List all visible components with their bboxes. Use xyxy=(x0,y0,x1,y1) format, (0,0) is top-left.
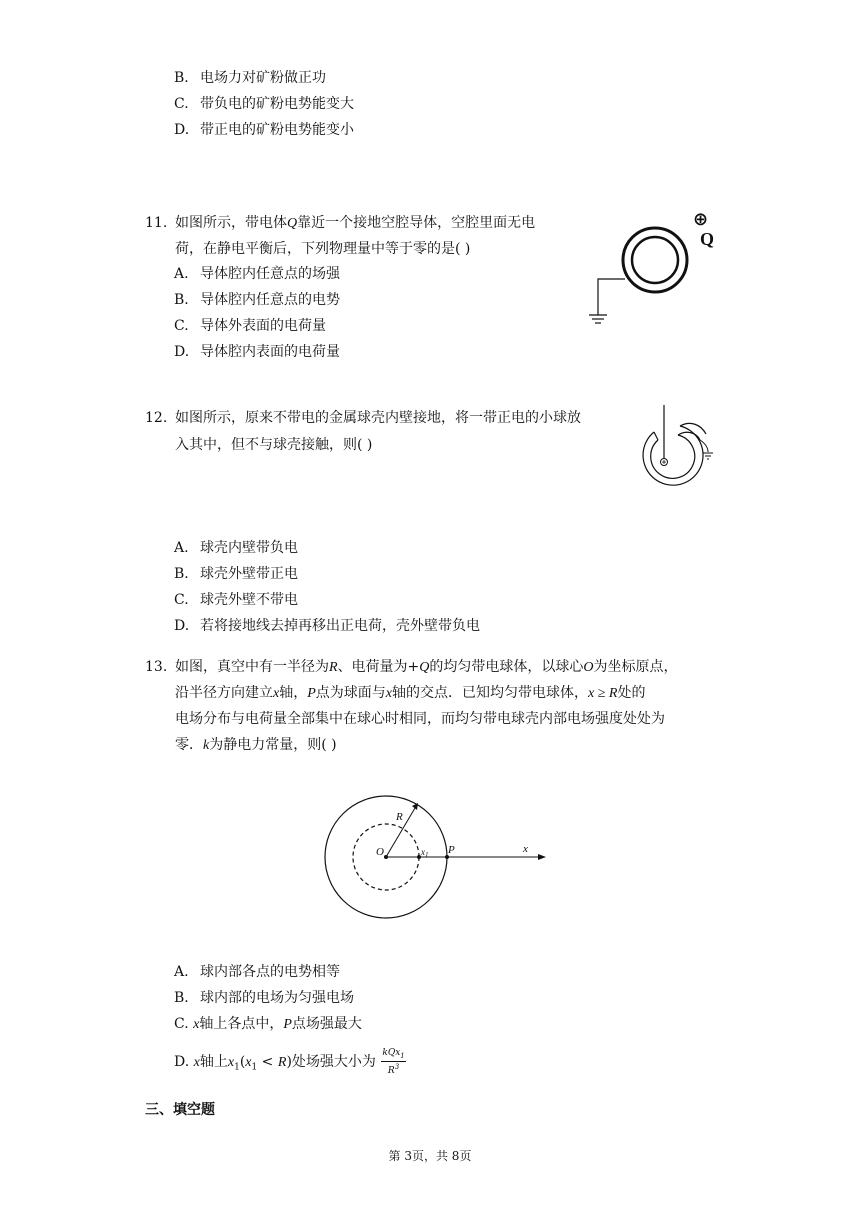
q11-figure-grounded-cavity xyxy=(580,205,720,335)
q12-option-b: B. 球壳外壁带正电 xyxy=(174,566,298,582)
label-r: R xyxy=(396,811,403,823)
q11-option-b: B. 导体腔内任意点的电势 xyxy=(174,292,340,308)
label-p: P xyxy=(448,844,455,856)
q10-option-b: B. 电场力对矿粉做正功 xyxy=(174,70,326,86)
label-x: x xyxy=(523,843,528,855)
label-o: O xyxy=(376,846,384,858)
cavity-inner-circle xyxy=(632,237,678,283)
q12-stem-line2: 入其中，但不与球壳接触，则( ) xyxy=(175,437,373,453)
page-footer: 第 3页，共 8页 xyxy=(388,1149,472,1163)
q11-stem-line1: 11. 如图所示，带电体Q靠近一个接地空腔导体，空腔里面无电 xyxy=(145,215,536,231)
center-point xyxy=(384,855,388,859)
q13-stem-line1: 13. 如图，真空中有一半径为R、电荷量为+Q的均匀带电球体，以球心O为坐标原点， xyxy=(145,659,678,675)
shell-inner-arc xyxy=(651,435,695,478)
section-heading-fill-in: 三、填空题 xyxy=(145,1102,215,1118)
q13-option-a: A. 球内部各点的电势相等 xyxy=(174,964,340,980)
x-axis-arrow xyxy=(538,854,546,860)
q13-option-c: C. x轴上各点中，P点场强最大 xyxy=(174,1016,362,1032)
q12-option-a: A. 球壳内壁带负电 xyxy=(174,540,298,556)
q11-figure-label-q: Q xyxy=(700,229,715,249)
q13-stem-line2: 沿半径方向建立x轴，P点为球面与x轴的交点．已知均匀带电球体，x ≥ R处的 xyxy=(175,685,646,701)
q11-option-a: A. 导体腔内任意点的场强 xyxy=(174,266,340,282)
q12-stem-line1: 12. 如图所示，原来不带电的金属球壳内壁接地，将一带正电的小球放 xyxy=(145,410,581,426)
q13-figure-charged-sphere xyxy=(320,792,550,922)
q11-option-c: C. 导体外表面的电荷量 xyxy=(174,318,326,334)
shell-outer-arc xyxy=(643,426,703,485)
q11-stem-line2: 荷，在静电平衡后，下列物理量中等于零的是( ) xyxy=(175,241,471,257)
label-x1: $x_1$ xyxy=(421,847,429,859)
q13-stem-line4: 零．k为静电力常量，则( ) xyxy=(175,737,337,753)
field-strength-fraction: $\frac{kQx_1}{R^3}$ xyxy=(382,1048,405,1076)
q10-option-c: C. 带负电的矿粉电势能变大 xyxy=(174,96,354,112)
ground-wire xyxy=(598,279,625,315)
q13-option-d: D. x轴上$x_1(x_1 < R)$处场强大小为 $\frac{kQx_1}{R^3}$ xyxy=(174,1048,405,1076)
q12-option-d: D. 若将接地线去掉再移出正电荷，壳外壁带负电 xyxy=(174,618,480,634)
plus-charge-icon: ⊕ xyxy=(693,209,709,230)
q13-option-b: B. 球内部的电场为匀强电场 xyxy=(174,990,354,1006)
q10-option-d: D. 带正电的矿粉电势能变小 xyxy=(174,122,354,138)
q12-option-c: C. 球壳外壁不带电 xyxy=(174,592,298,608)
q12-figure-spherical-shell xyxy=(626,400,726,500)
q11-option-d: D. 导体腔内表面的电荷量 xyxy=(174,344,340,360)
q13-stem-line3: 电场分布与电荷量全部集中在球心时相同，而均匀带电球壳内部电场强度处处为 xyxy=(175,711,665,727)
